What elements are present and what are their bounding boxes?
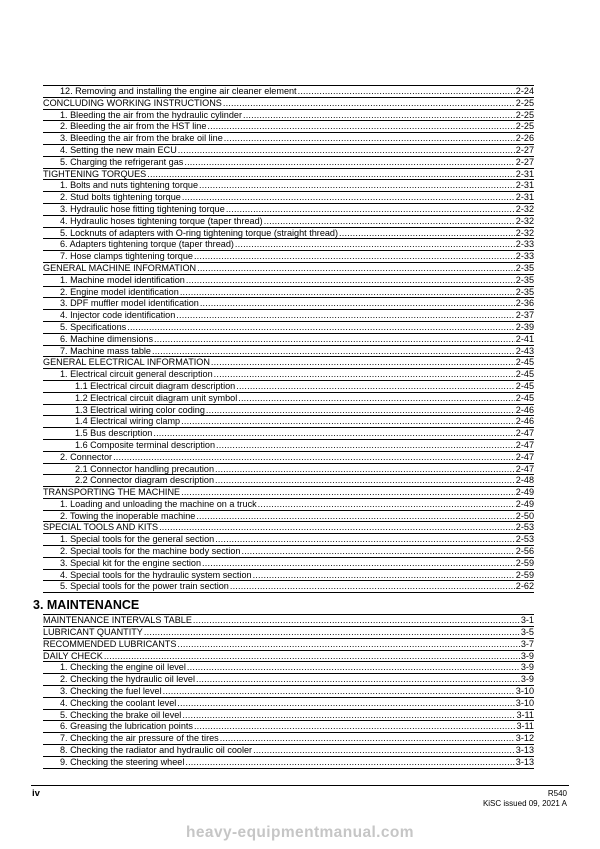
toc-entry-title: 1.6 Composite terminal description (75, 439, 216, 450)
toc-entry-page: 2-56 (515, 546, 534, 557)
toc-entry-title: LUBRICANT QUANTITY (43, 627, 143, 638)
toc-entry[interactable] (43, 558, 534, 570)
toc-leader-dots (104, 651, 520, 662)
toc-entry[interactable] (43, 662, 534, 674)
toc-leader-dots (182, 710, 515, 721)
toc-entry[interactable] (43, 405, 534, 417)
toc-entry-title: 6. Machine dimensions (60, 333, 154, 344)
section-3-title: 3. MAINTENANCE (33, 598, 140, 613)
toc-entry[interactable] (43, 393, 534, 405)
toc-section-2-list (43, 85, 534, 593)
toc-leader-dots (264, 216, 515, 227)
toc-leader-dots (180, 287, 515, 298)
toc-entry-page: 3-13 (515, 756, 534, 767)
toc-entry[interactable] (43, 487, 534, 499)
toc-section-3-list (43, 614, 534, 768)
toc-entry-title: 1. Special tools for the general section (60, 534, 215, 545)
toc-leader-dots (241, 546, 514, 557)
toc-entry-page: 2-45 (515, 392, 534, 403)
toc-leader-dots (236, 381, 515, 392)
toc-entry-title: 1.2 Electrical circuit diagram unit symbol (75, 392, 238, 403)
toc-entry-title: 1. Electrical circuit general description (60, 369, 213, 380)
toc-entry-page: 2-45 (515, 380, 534, 391)
toc-entry-title: 2. Bleeding the air from the HST line (60, 121, 207, 132)
table-of-contents (33, 85, 534, 769)
toc-entry-page: 2-49 (515, 498, 534, 509)
toc-entry[interactable] (43, 428, 534, 440)
toc-entry-page: 2-31 (515, 180, 534, 191)
model-name: R540 (547, 789, 567, 798)
toc-leader-dots (199, 180, 515, 191)
toc-entry[interactable] (43, 627, 534, 639)
toc-entry[interactable] (43, 475, 534, 487)
toc-entry-page: 2-47 (515, 451, 534, 462)
toc-entry[interactable] (43, 522, 534, 534)
toc-entry[interactable] (43, 346, 534, 358)
toc-entry-page: 3-10 (515, 697, 534, 708)
toc-entry-page: 2-25 (515, 121, 534, 132)
toc-entry[interactable] (43, 157, 534, 169)
toc-entry[interactable] (43, 710, 534, 722)
toc-entry-page: 3-5 (520, 627, 534, 638)
toc-entry[interactable] (43, 239, 534, 251)
toc-leader-dots (206, 405, 515, 416)
toc-leader-dots (196, 674, 520, 685)
toc-entry[interactable] (43, 651, 534, 663)
toc-entry[interactable] (43, 110, 534, 122)
toc-entry-title: 2. Connector (60, 451, 113, 462)
toc-leader-dots (194, 721, 516, 732)
toc-entry-page: 2-46 (515, 416, 534, 427)
footer-model-info (483, 789, 567, 809)
toc-leader-dots (154, 334, 515, 345)
toc-entry[interactable] (43, 614, 534, 627)
toc-leader-dots (193, 615, 520, 626)
toc-entry[interactable] (43, 570, 534, 582)
toc-entry[interactable] (43, 310, 534, 322)
toc-entry[interactable] (43, 499, 534, 511)
toc-entry-title: 4. Injector code identification (60, 310, 176, 321)
toc-entry[interactable] (43, 263, 534, 275)
toc-entry-page: 2-41 (515, 333, 534, 344)
toc-entry-title: 1.1 Electrical circuit diagram description (75, 380, 236, 391)
toc-leader-dots (187, 662, 520, 673)
toc-entry-title: MAINTENANCE INTERVALS TABLE (43, 615, 192, 626)
toc-entry[interactable] (43, 369, 534, 381)
toc-entry[interactable] (43, 287, 534, 299)
toc-leader-dots (152, 346, 515, 357)
toc-entry-page: 3-11 (516, 721, 534, 732)
toc-entry-title: 8. Checking the radiator and hydraulic oil cooler (60, 745, 253, 756)
toc-entry-title: 3. Checking the fuel level (60, 686, 162, 697)
toc-leader-dots (220, 733, 515, 744)
toc-leader-dots (185, 757, 514, 768)
toc-entry[interactable] (43, 298, 534, 310)
toc-entry-title: 4. Special tools for the hydraulic system section (60, 569, 252, 580)
toc-entry-title: 2.2 Connector diagram description (75, 475, 215, 486)
toc-entry-title: 1. Bleeding the air from the hydraulic cylinder (60, 109, 242, 120)
toc-entry[interactable] (43, 275, 534, 287)
toc-entry-title: 2. Towing the inoperable machine (60, 510, 196, 521)
toc-entry[interactable] (43, 322, 534, 334)
toc-leader-dots (177, 639, 519, 650)
toc-entry-page: 3-9 (520, 662, 534, 673)
toc-leader-dots (235, 239, 515, 250)
toc-entry-title: 2.1 Connector handling precaution (75, 463, 215, 474)
toc-entry-page: 2-31 (515, 168, 534, 179)
toc-leader-dots (176, 310, 515, 321)
toc-entry-title: 3. Hydraulic hose fitting tightening torque (60, 203, 225, 214)
toc-entry[interactable] (43, 85, 534, 98)
toc-entry[interactable] (43, 674, 534, 686)
toc-entry-title: 1.5 Bus description (75, 428, 153, 439)
toc-entry-title: 4. Setting the new main ECU (60, 144, 177, 155)
toc-leader-dots (181, 416, 515, 427)
toc-entry-page: 2-35 (515, 274, 534, 285)
toc-entry[interactable] (43, 98, 534, 110)
toc-entry-title: 5. Special tools for the power train section (60, 581, 229, 592)
toc-entry[interactable] (43, 464, 534, 476)
toc-entry-page: 2-43 (515, 345, 534, 356)
toc-entry-page: 3-11 (516, 709, 534, 720)
toc-entry-page: 2-39 (515, 321, 534, 332)
toc-entry-title: 1.4 Electrical wiring clamp (75, 416, 181, 427)
toc-leader-dots (214, 369, 515, 380)
toc-entry-title: 1. Bolts and nuts tightening torque (60, 180, 199, 191)
toc-entry-page: 2-27 (515, 156, 534, 167)
toc-leader-dots (144, 627, 520, 638)
toc-entry[interactable] (43, 133, 534, 145)
toc-entry-page: 2-59 (515, 569, 534, 580)
toc-entry[interactable] (43, 639, 534, 651)
toc-entry-title: 7. Machine mass table (60, 345, 151, 356)
toc-leader-dots (200, 298, 515, 309)
toc-entry-page: 2-50 (515, 510, 534, 521)
toc-leader-dots (159, 522, 515, 533)
toc-entry[interactable] (43, 698, 534, 710)
toc-entry-title: DAILY CHECK (43, 650, 103, 661)
toc-entry-page: 2-48 (515, 475, 534, 486)
toc-entry-page: 3-9 (520, 650, 534, 661)
toc-entry-title: 5. Specifications (60, 321, 127, 332)
toc-entry-title: 6. Adapters tightening torque (taper thread) (60, 239, 234, 250)
toc-entry-title: GENERAL MACHINE INFORMATION (43, 262, 197, 273)
toc-entry-title: 3. Bleeding the air from the brake oil line (60, 133, 223, 144)
toc-entry-page: 2-47 (515, 463, 534, 474)
toc-entry-title: TRANSPORTING THE MACHINE (43, 487, 181, 498)
toc-entry-page: 2-35 (515, 262, 534, 273)
toc-entry-title: CONCLUDING WORKING INSTRUCTIONS (43, 97, 222, 108)
toc-leader-dots (184, 157, 514, 168)
toc-leader-dots (178, 145, 515, 156)
toc-entry-title: 2. Special tools for the machine body section (60, 546, 241, 557)
toc-entry-title: 2. Checking the hydraulic oil level (60, 674, 195, 685)
toc-entry-page: 2-31 (515, 192, 534, 203)
toc-leader-dots (215, 475, 515, 486)
toc-entry-page: 2-35 (515, 286, 534, 297)
toc-leader-dots (226, 204, 515, 215)
toc-entry[interactable] (43, 534, 534, 546)
toc-entry[interactable] (43, 169, 534, 181)
toc-entry-title: 6. Greasing the lubrication points (60, 721, 193, 732)
toc-entry-page: 2-49 (515, 487, 534, 498)
toc-entry-page: 2-53 (515, 534, 534, 545)
toc-entry-title: GENERAL ELECTRICAL INFORMATION (43, 357, 210, 368)
toc-leader-dots (181, 487, 515, 498)
toc-entry[interactable] (43, 733, 534, 745)
toc-entry[interactable] (43, 228, 534, 240)
toc-entry-title: 1.3 Electrical wiring color coding (75, 404, 205, 415)
toc-entry-page: 2-45 (515, 369, 534, 380)
toc-entry-title: 1. Machine model identification (60, 274, 185, 285)
toc-leader-dots (224, 133, 515, 144)
toc-entry-page: 2-45 (515, 357, 534, 368)
footer-rule (31, 785, 569, 786)
toc-leader-dots (127, 322, 515, 333)
toc-entry-page: 3-10 (515, 686, 534, 697)
toc-entry-title: 1. Checking the engine oil level (60, 662, 186, 673)
toc-entry-page: 3-13 (515, 745, 534, 756)
toc-entry-title: TIGHTENING TORQUES (43, 168, 147, 179)
toc-entry[interactable] (43, 686, 534, 698)
toc-entry[interactable] (43, 192, 534, 204)
toc-leader-dots (215, 534, 515, 545)
toc-entry-title: 7. Hose clamps tightening torque (60, 251, 193, 262)
toc-leader-dots (186, 275, 515, 286)
toc-entry[interactable] (43, 440, 534, 452)
toc-leader-dots (196, 511, 514, 522)
toc-entry-page: 3-9 (520, 674, 534, 685)
toc-leader-dots (197, 263, 515, 274)
toc-entry-page: 3-12 (515, 733, 534, 744)
toc-entry-title: 3. DPF muffler model identification (60, 298, 199, 309)
toc-entry-page: 2-36 (515, 298, 534, 309)
toc-entry[interactable] (43, 452, 534, 464)
toc-leader-dots (202, 558, 515, 569)
toc-entry-page: 2-47 (515, 439, 534, 450)
toc-entry-title: 9. Checking the steering wheel (60, 756, 185, 767)
toc-entry-page: 3-1 (520, 615, 534, 626)
toc-entry[interactable] (43, 745, 534, 757)
toc-entry-title: 2. Engine model identification (60, 286, 179, 297)
toc-leader-dots (153, 428, 514, 439)
toc-entry-page: 2-24 (515, 86, 534, 96)
toc-leader-dots (223, 98, 515, 109)
toc-leader-dots (243, 110, 515, 121)
toc-entry[interactable] (43, 204, 534, 216)
toc-entry-page: 2-32 (515, 215, 534, 226)
toc-leader-dots (207, 121, 514, 132)
toc-entry-page: 2-37 (515, 310, 534, 321)
toc-entry[interactable] (43, 357, 534, 369)
toc-entry-title: 2. Stud bolts tightening torque (60, 192, 181, 203)
toc-entry[interactable] (43, 416, 534, 428)
toc-leader-dots (253, 745, 515, 756)
toc-entry[interactable] (43, 757, 534, 769)
toc-entry-page: 2-62 (515, 581, 534, 592)
toc-entry-title: 5. Checking the brake oil level (60, 709, 182, 720)
watermark: heavy-equipmentmanual.com (186, 824, 414, 841)
toc-leader-dots (216, 440, 515, 451)
toc-entry[interactable] (43, 334, 534, 346)
toc-entry[interactable] (43, 251, 534, 263)
toc-entry-title: SPECIAL TOOLS AND KITS (43, 522, 159, 533)
toc-entry-page: 3-7 (520, 638, 534, 649)
toc-leader-dots (194, 251, 515, 262)
toc-entry-title: 7. Checking the air pressure of the tires (60, 733, 219, 744)
toc-leader-dots (177, 698, 515, 709)
toc-entry-title: RECOMMENDED LUBRICANTS (43, 638, 177, 649)
toc-entry-page: 2-25 (515, 109, 534, 120)
toc-entry[interactable] (43, 381, 534, 393)
toc-entry-page: 2-46 (515, 404, 534, 415)
toc-entry-page: 2-33 (515, 239, 534, 250)
toc-entry-page: 2-33 (515, 251, 534, 262)
toc-leader-dots (147, 169, 515, 180)
toc-leader-dots (238, 393, 515, 404)
toc-entry-page: 2-32 (515, 227, 534, 238)
toc-leader-dots (339, 228, 515, 239)
toc-entry-title: 5. Locknuts of adapters with O-ring tightening torque (straight thread) (60, 227, 339, 238)
toc-entry-page: 2-32 (515, 203, 534, 214)
toc-entry[interactable] (43, 721, 534, 733)
toc-leader-dots (230, 581, 515, 592)
toc-entry-page: 2-25 (515, 97, 534, 108)
toc-entry-page: 2-27 (515, 144, 534, 155)
toc-entry[interactable] (43, 511, 534, 523)
toc-leader-dots (298, 86, 515, 97)
toc-entry-title: 3. Special kit for the engine section (60, 557, 202, 568)
toc-entry-page: 2-26 (515, 133, 534, 144)
toc-leader-dots (211, 357, 515, 368)
toc-leader-dots (253, 570, 515, 581)
toc-entry[interactable] (43, 180, 534, 192)
toc-leader-dots (113, 452, 515, 463)
toc-entry[interactable] (43, 145, 534, 157)
toc-leader-dots (163, 686, 515, 697)
toc-entry[interactable] (43, 546, 534, 558)
toc-leader-dots (182, 192, 515, 203)
toc-entry-title: 5. Charging the refrigerant gas (60, 156, 184, 167)
toc-leader-dots (258, 499, 515, 510)
toc-entry[interactable] (43, 216, 534, 228)
issue-info: KiSC issued 09, 2021 A (482, 799, 567, 808)
toc-entry[interactable] (43, 581, 534, 593)
toc-entry-title: 4. Hydraulic hoses tightening torque (taper thread) (60, 215, 263, 226)
toc-entry-page: 2-59 (515, 557, 534, 568)
toc-entry-title: 4. Checking the coolant level (60, 697, 177, 708)
toc-leader-dots (215, 464, 515, 475)
page-number: iv (32, 788, 40, 799)
toc-entry-title: 12. Removing and installing the engine air cleaner element (60, 86, 297, 96)
toc-entry-page: 2-47 (515, 428, 534, 439)
toc-entry-page: 2-53 (515, 522, 534, 533)
toc-entry[interactable] (43, 121, 534, 133)
toc-entry-title: 1. Loading and unloading the machine on a truck (60, 498, 257, 509)
